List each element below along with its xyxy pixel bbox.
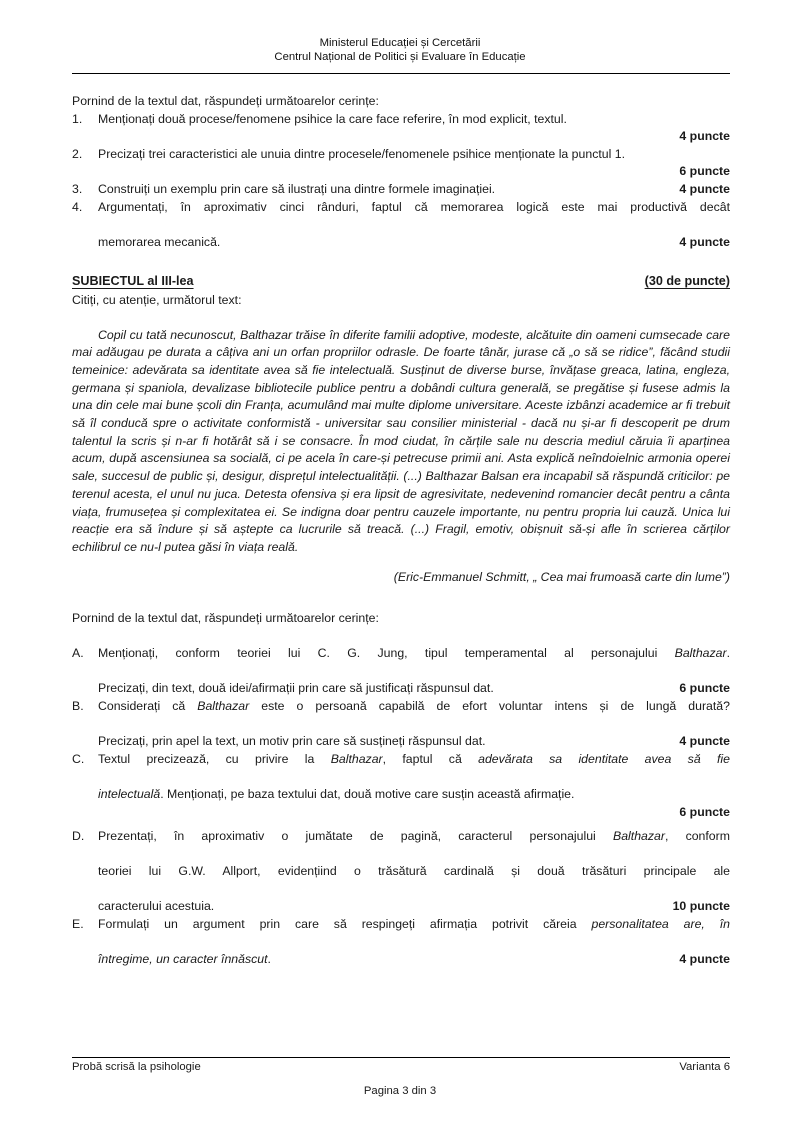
quoted-phrase: întregime, un caracter înnăscut [98, 952, 268, 967]
item-row [98, 733, 730, 751]
item-text [98, 828, 730, 863]
item-text-part: . [267, 952, 271, 967]
item-row [98, 181, 730, 199]
quoted-phrase: intelectuală [98, 786, 161, 801]
item-points: 6 puncte [679, 164, 730, 179]
item-text-part: este o persoană capabilă de efort voluntar intens și de lungă durată? [249, 698, 730, 713]
item-row [98, 234, 730, 252]
variant-label: Varianta 6 [679, 1061, 730, 1073]
institution-masthead [0, 36, 800, 64]
item-points: 4 puncte [679, 952, 730, 967]
item-marker: 1. [72, 111, 83, 126]
passage-attribution: (Eric-Emmanuel Schmitt, „ Cea mai frumoasă carte din lume”) [393, 569, 730, 584]
section-three-item-list [72, 645, 730, 969]
section-three-lead: Pornind de la textul dat, răspundeți următoarelor cerințe: [72, 610, 379, 625]
list-item [72, 916, 730, 969]
item-text-continued [98, 786, 730, 804]
exam-subject-label: Probă scrisă la psihologie [72, 1061, 201, 1073]
section-three-heading [72, 273, 730, 291]
quoted-phrase: personalitatea are, în [591, 917, 731, 932]
item-row [98, 951, 730, 969]
item-text [98, 645, 730, 680]
document-body [72, 93, 730, 969]
item-text-part: , faptul că [382, 751, 479, 766]
page-number: Pagina 3 din 3 [363, 1085, 437, 1097]
item-text-continued: caracterului acestuia. [98, 899, 215, 914]
character-name: Balthazar [674, 646, 727, 661]
character-name: Balthazar [613, 829, 665, 844]
item-text-continued: Precizați, prin apel la text, un motiv prin care să susțineți răspunsul dat. [98, 734, 486, 749]
item-text [98, 698, 730, 733]
list-item [72, 111, 730, 146]
item-marker: 2. [72, 146, 83, 161]
item-marker: 3. [72, 181, 83, 196]
item-text-part: Considerați că [98, 698, 198, 713]
character-name: Balthazar [197, 698, 250, 713]
section-title: SUBIECTUL al III-lea [72, 274, 194, 289]
item-text-part: . [726, 646, 730, 661]
item-marker: 4. [72, 199, 83, 214]
list-item [72, 645, 730, 698]
item-text: Argumentați, în aproximativ cinci rânduri, faptul că memorarea logică este mai productivă decât [98, 199, 730, 214]
item-text-part: Menționați, conform teoriei lui C. G. Jung, tipul temperamental al personajului [98, 646, 675, 661]
item-text-part: Prezentați, în aproximativ o jumătate de pagină, caracterul personajului [98, 829, 613, 844]
footer-divider [72, 1057, 730, 1058]
section-two-lead: Pornind de la textul dat, răspundeți următoarelor cerințe: [72, 94, 379, 108]
list-item [72, 698, 730, 751]
item-marker: A. [72, 646, 84, 661]
footer [72, 1061, 730, 1073]
item-text-part: . Menționați, pe baza textului dat, două motive care susțin această afirmație. [160, 786, 575, 801]
spacer [72, 821, 730, 828]
item-points: 6 puncte [679, 681, 730, 696]
section-points: (30 de puncte) [644, 274, 730, 289]
item-points: 10 puncte [672, 899, 730, 914]
item-text-part: Formulați un argument prin care să respingeți afirmația potrivit căreia [98, 917, 592, 932]
item-text-continued: memorarea mecanică. [98, 234, 221, 249]
quoted-phrase: adevărata sa identitate avea să fie [478, 751, 730, 766]
list-item [72, 199, 730, 252]
item-row [98, 898, 730, 916]
read-instruction: Citiți, cu atenție, următorul text: [72, 292, 242, 307]
item-row [98, 680, 730, 698]
item-text-continued [98, 951, 271, 969]
item-marker: D. [72, 829, 85, 844]
literary-passage: Copil cu tată necunoscut, Balthazar trăise în diferite familii adoptive, modeste, alcătuite din oameni cumsecade care mai adăugau pe durata a câțiva ani un orfan propriilor odrasle. De foarte tânăr, jurase că „o să se ridice”, făcând studii temeinice: adevărata sa identitate avea să fie intelectuală. Susținut de diverse burse, învățase greaca, latina, engleza, germana și spaniola, devalizase bibliotecile publice pentru a dobândi cultura generală, se pregătise și fusese admis la una din cele mai bune școli din Franța, acumulând mai multe diplome universitare. Aceste izbânzi academice ar fi trebuit să îl conducă spre o activitate conformistă - universitar sau consilier ministerial - dacă nu și-ar fi descoperit pe drum talentul la scris și n-ar fi hotărât să i se consacre. În mod ciudat, în cărțile sale nu descria mediul căruia îi aparținea acum, după ascensiunea sa socială, ci pe acela în care-și petrecuse primii ani. Asta explică neîndoielnic armonia operei sale, succesul de public și, desigur, disprețul intelectualității. (...) Balthazar Balsan era incapabil să răspundă criticilor: pe terenul acesta, el unul nu juca. Detesta ofensiva și era lipsit de agresivitate, nedevenind romancier decât pentru a cânta viața, frumusețea și complexitatea ei. Se indigna doar pentru cauzele importante, nu pentru propria lui cauză. Unica lui reacție era să îndure și să aștepte ca lucrurile să treacă. (...) Fragil, emotiv, obișnuit să-și afle în scrierea cărților echilibrul ce nu-l putea găsi în viața reală. [72, 327, 730, 554]
item-marker: B. [72, 698, 84, 713]
item-points: 4 puncte [679, 181, 730, 196]
list-item [72, 828, 730, 916]
list-item [72, 181, 730, 199]
list-item [72, 751, 730, 821]
header-divider [72, 73, 730, 74]
item-marker: C. [72, 751, 85, 766]
ministry-name: Ministerul Educației și Cercetării [319, 37, 481, 49]
center-name: Centrul Național de Politici și Evaluare în Educație [274, 51, 526, 64]
item-points: 4 puncte [679, 129, 730, 144]
item-text [98, 916, 730, 951]
item-text-part: Textul precizează, cu privire la [98, 751, 331, 766]
item-points: 4 puncte [679, 734, 730, 749]
list-item [72, 146, 730, 181]
item-points: 4 puncte [679, 234, 730, 249]
item-text [98, 751, 730, 786]
item-marker: E. [72, 917, 84, 932]
item-points: 6 puncte [679, 804, 730, 819]
character-name: Balthazar [330, 751, 383, 766]
item-text-part: , conform [664, 829, 730, 844]
item-text: Menționați două procese/fenomene psihice la care face referire, în mod explicit, textul. [98, 111, 567, 126]
item-text: Construiți un exemplu prin care să ilustrați una dintre formele imaginației. [98, 181, 496, 196]
item-text-continued: teoriei lui G.W. Allport, evidențiind o trăsătură cardinală și două trăsături principale ale [98, 864, 730, 879]
section-two-item-list [72, 111, 730, 252]
item-text: Precizați trei caracteristici ale unuia dintre procesele/fenomenele psihice menționate la punctul 1. [98, 146, 626, 161]
item-text-continued: Precizați, din text, două idei/afirmații prin care să justificați răspunsul dat. [98, 681, 494, 696]
